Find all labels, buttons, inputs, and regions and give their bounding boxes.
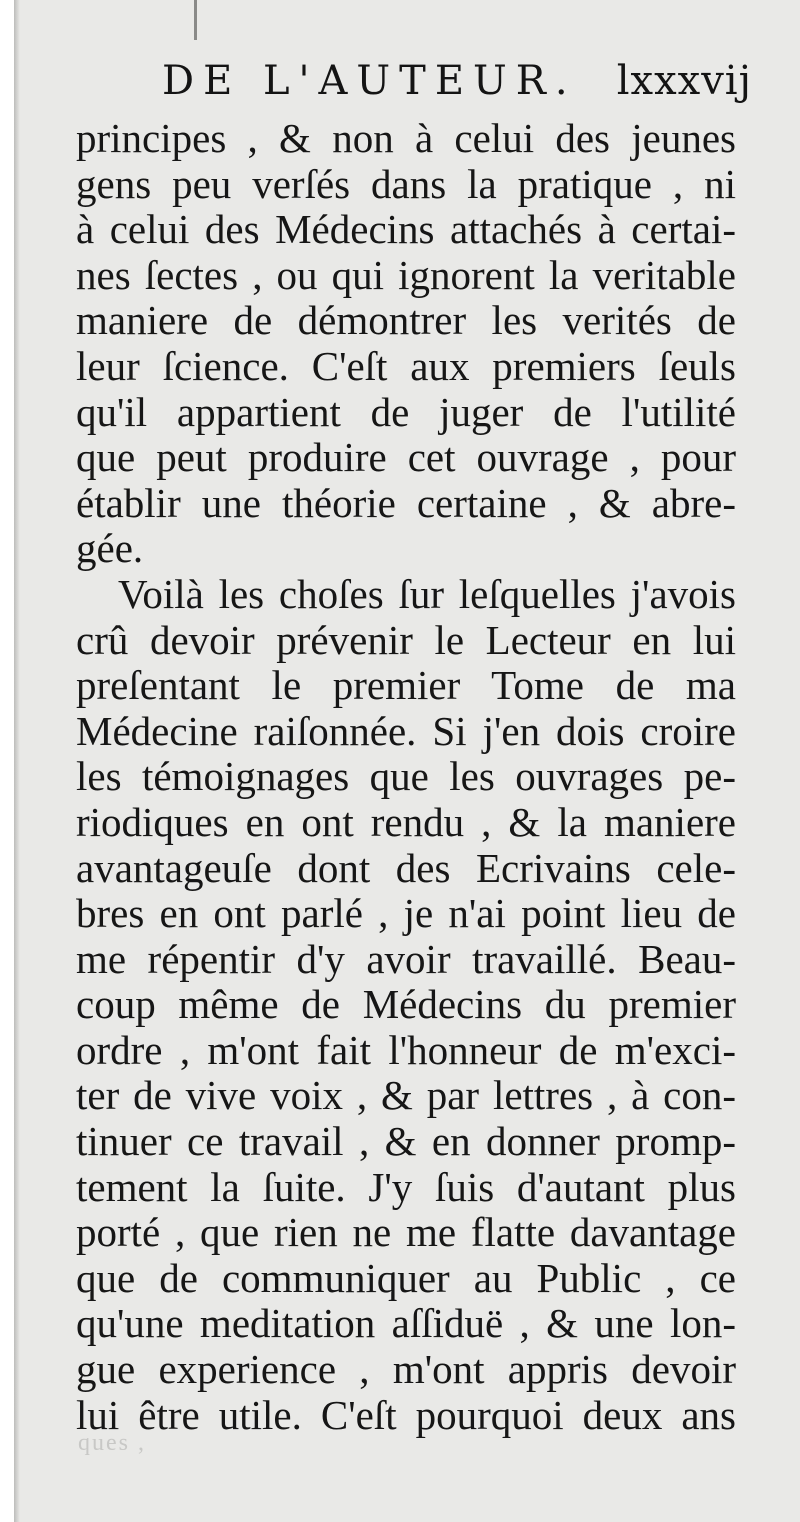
text-line: les témoignages que les ouvrages pe- — [76, 754, 736, 800]
text-line: principes , & non à celui des jeunes — [76, 116, 736, 161]
text-line: bres en ont parlé , je n'ai point lieu de — [76, 891, 736, 937]
page-header — [162, 58, 752, 114]
text-line: riodiques en ont rendu , & la maniere — [76, 799, 736, 845]
bleed-through-text: ques , — [78, 1430, 146, 1456]
paragraph-start-line: Voilà les choſes ſur leſquelles j'avois — [118, 571, 736, 617]
text-line: crû devoir prévenir le Lecteur en lui — [76, 617, 736, 663]
text-line: leur ſcience. C'eſt aux premiers ſeuls — [76, 343, 736, 389]
text-line: porté , que rien ne me flatte davantage — [76, 1210, 736, 1256]
book-page — [14, 0, 800, 1522]
text-line: nes ſectes , ou qui ignorent la veritable — [76, 252, 736, 298]
text-line: qu'il appartient de juger de l'utilité — [76, 389, 736, 435]
text-line: preſentant le premier Tome de ma — [76, 663, 736, 709]
text-line: gue experience , m'ont appris devoir — [76, 1347, 736, 1393]
text-line: ordre , m'ont fait l'honneur de m'exci- — [76, 1027, 736, 1073]
text-line: tinuer ce travail , & en donner promp- — [76, 1119, 736, 1165]
paragraph-end-line: gée. — [76, 526, 144, 572]
scan-artifact-mark — [194, 0, 197, 40]
text-line: coup même de Médecins du premier — [76, 982, 736, 1028]
text-line: maniere de démontrer les verités de — [76, 298, 736, 344]
text-line: me répentir d'y avoir travaillé. Beau- — [76, 936, 736, 982]
text-line: que peut produire cet ouvrage , pour — [76, 435, 736, 481]
text-line: à celui des Médecins attachés à certai- — [76, 207, 736, 253]
text-line: ter de vive voix , & par lettres , à con- — [76, 1073, 736, 1119]
text-line: avantageuſe dont des Ecrivains cele- — [76, 845, 736, 891]
page-number: lxxxvij — [616, 58, 752, 104]
text-line: que de communiquer au Public , ce — [76, 1255, 736, 1301]
body-text — [76, 116, 736, 1438]
text-line: gens peu verſés dans la pratique , ni — [76, 161, 736, 207]
text-line: qu'une meditation aſſiduë , & une lon- — [76, 1301, 736, 1347]
text-line: tement la ſuite. J'y ſuis d'autant plus — [76, 1164, 736, 1210]
text-line: établir une théorie certaine , & abre- — [76, 480, 736, 526]
text-line: lui être utile. C'eſt pourquoi deux ans — [76, 1392, 736, 1438]
text-line: Médecine raiſonnée. Si j'en dois croire — [76, 708, 736, 754]
running-title: DE L'AUTEUR. — [162, 58, 577, 104]
